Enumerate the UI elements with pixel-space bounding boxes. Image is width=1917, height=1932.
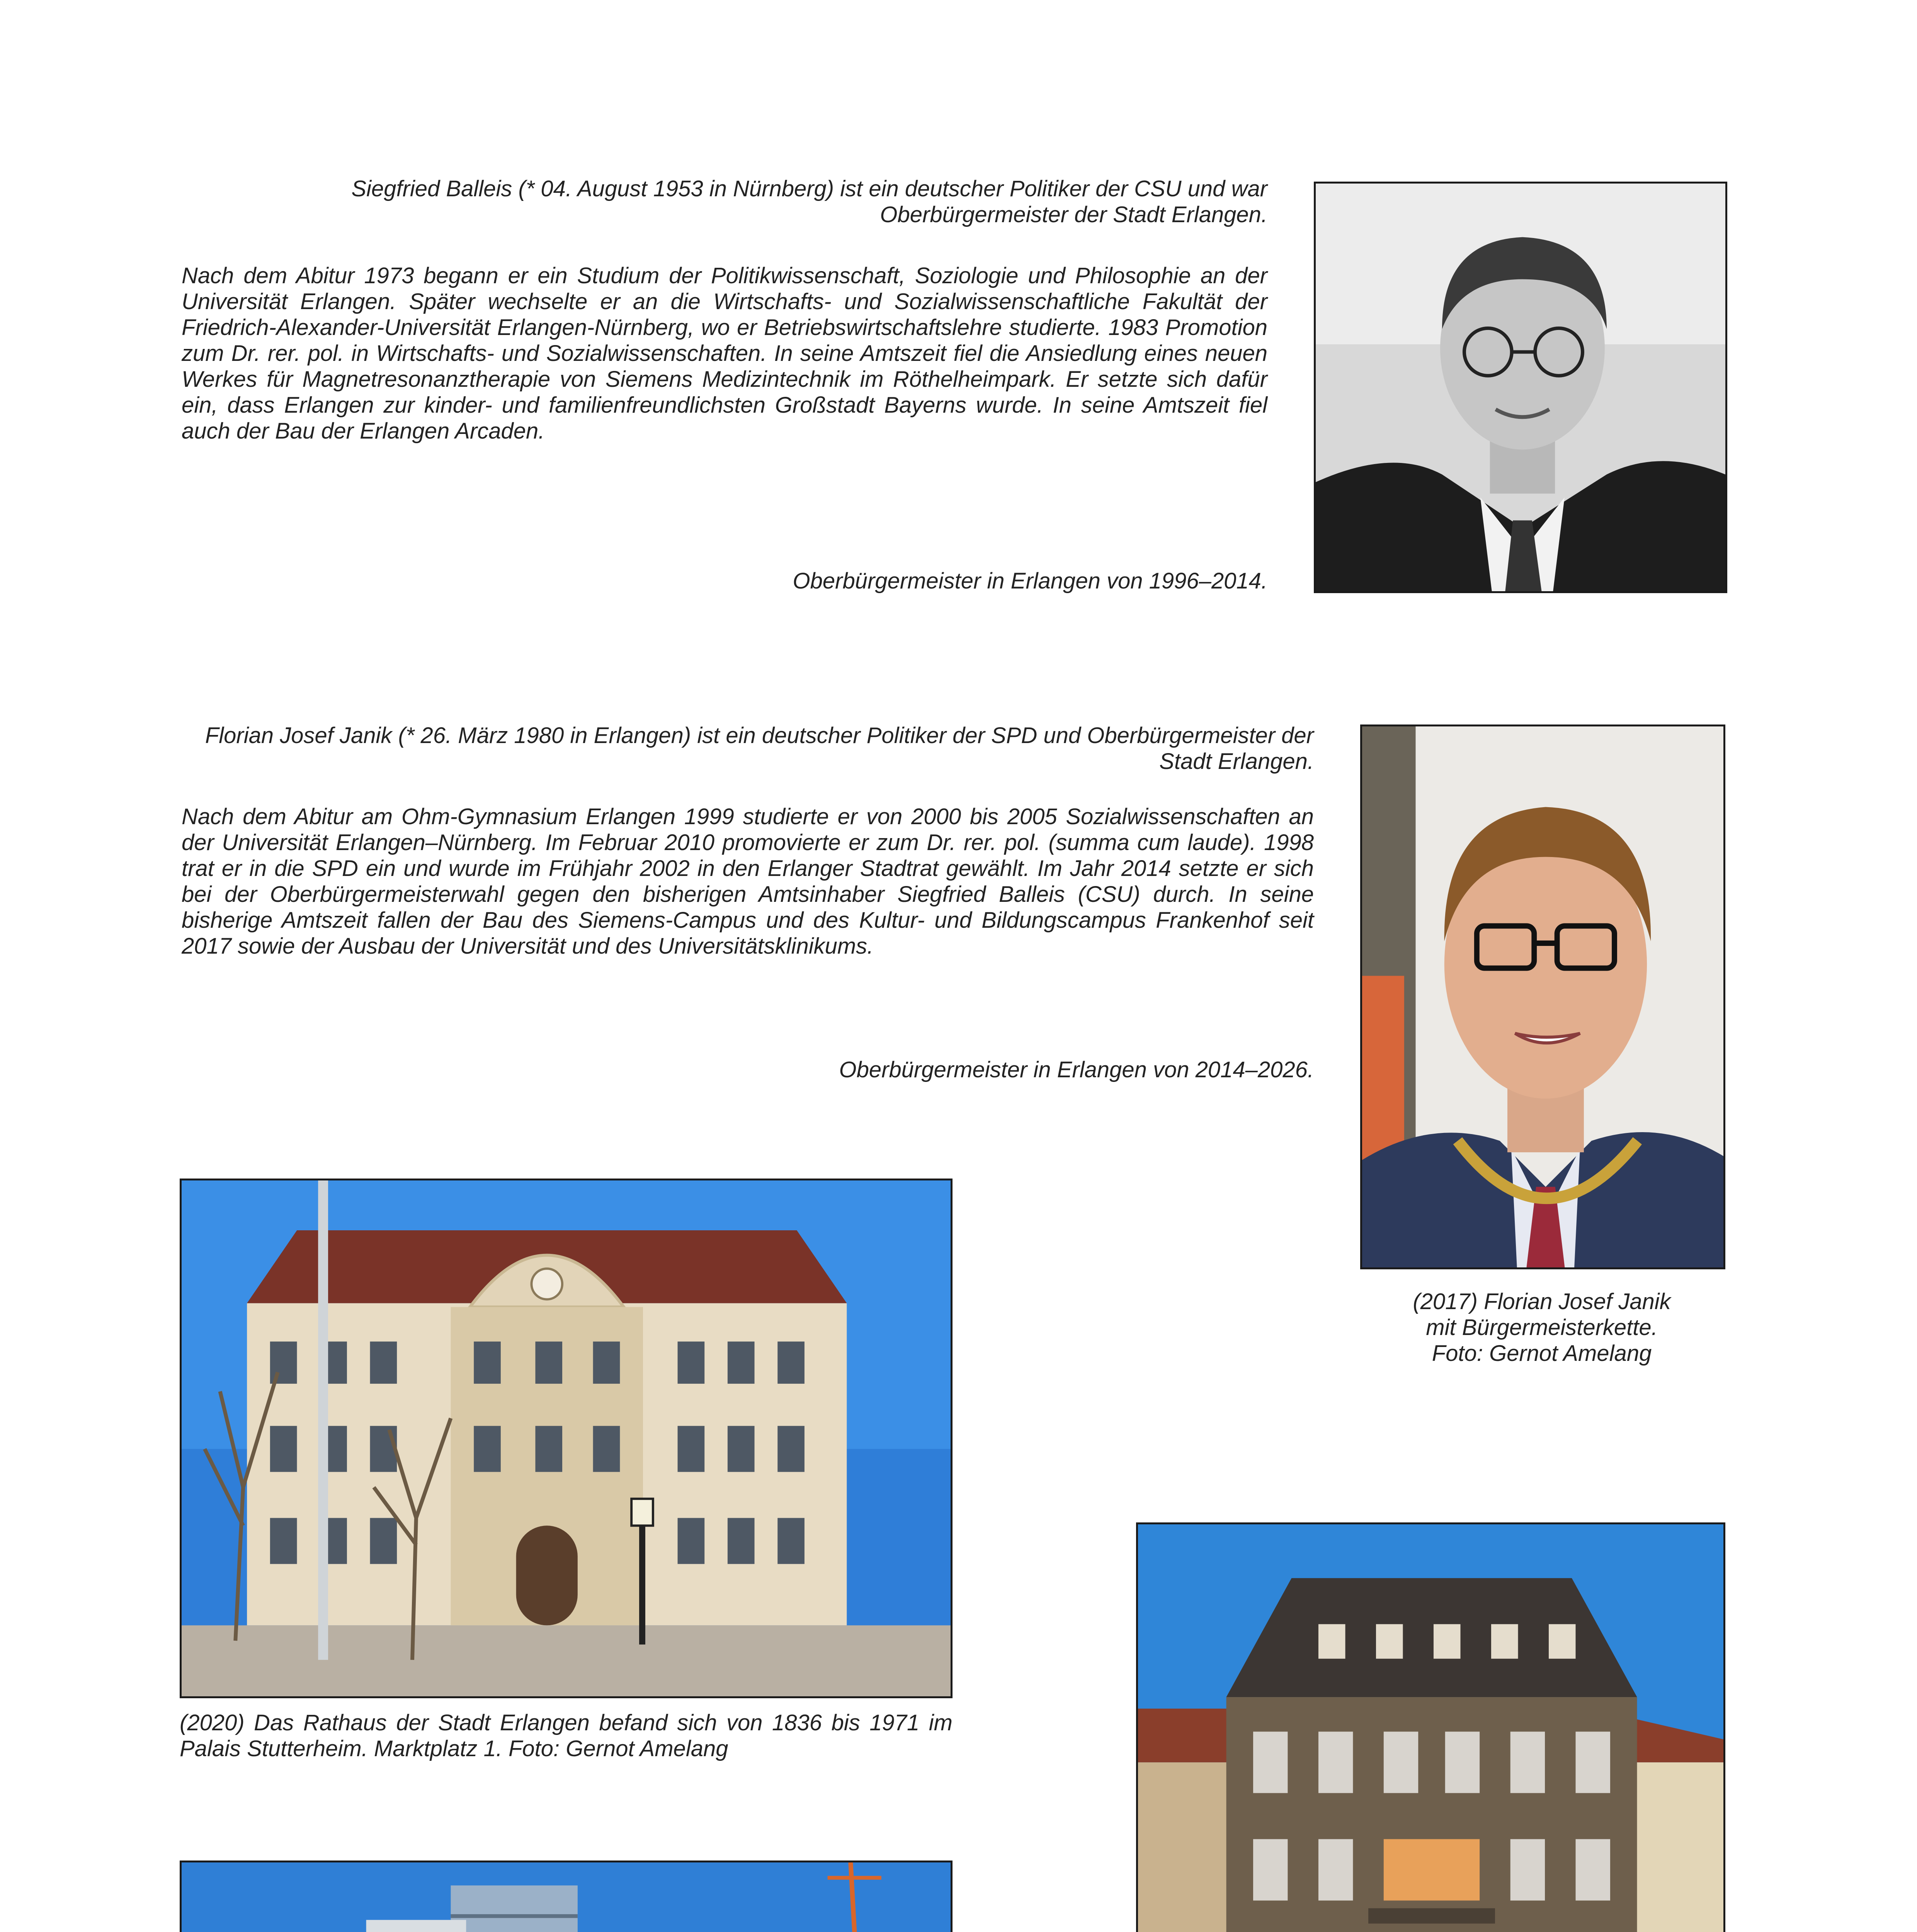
janik-portrait-photo (1360, 724, 1725, 1269)
janik-caption-line1: (2017) Florian Josef Janik (1413, 1289, 1671, 1314)
janik-intro: Florian Josef Janik (* 26. März 1980 in Erlangen) ist ein deutscher Politiker der SPD und Oberbürgermeister der Stadt Erlangen. (205, 723, 1314, 774)
balleis-portrait-photo (1314, 182, 1727, 593)
balleis-bio: Nach dem Abitur 1973 begann er ein Studium der Politikwissenschaft, Soziologie und Philosophie an der Universität Erlangen. Später wechselte er an die Wirtschafts- und Sozialwissenschaftliche Fakultät der Friedrich-Alexander-Universität Erlangen-Nürnberg, wo er Betriebswirtschaftslehre studierte. 1983 Promotion zum Dr. rer. pol. in Wirtschafts- und Sozialwissenschaften. In seine Amtszeit fiel die Ansiedlung eines neuen Werkes für Magnetresonanztherapie von Siemens Medizintechnik im Röthelheimpark. Er setzte sich dafür ein, dass Erlangen zur kinder- und familienfreundlichsten Großstadt Bayerns wurde. In seine Amtszeit fiel auch der Bau der Erlangen Arcaden. (182, 263, 1267, 444)
palais-stutterheim-photo (180, 1179, 953, 1698)
balleis-term: Oberbürgermeister in Erlangen von 1996–2014. (793, 568, 1267, 594)
janik-caption-line2: mit Bürgermeisterkette. (1426, 1315, 1658, 1340)
balleis-intro: Siegfried Balleis (* 04. August 1953 in Nürnberg) ist ein deutscher Politiker der CSU und war Oberbürgermeister der Stadt Erlangen. (351, 176, 1267, 227)
janik-bio: Nach dem Abitur am Ohm-Gymnasium Erlangen 1999 studierte er von 2000 bis 2005 Sozialwissenschaften an der Universität Erlangen–Nürnberg. Im Februar 2010 promovierte er zum Dr. rer. pol. (summa cum laude). 1998 trat er in die SPD ein und wurde im Frühjahr 2002 in den Erlanger Stadtrat gewählt. Im Jahr 2014 setzte er sich bei der Oberbürgermeisterwahl gegen den bisherigen Amtsinhaber Siegfried Balleis (CSU) durch. In seine bisherige Amtszeit fallen der Bau des Siemens-Campus und des Kultur- und Bildungscampus Frankenhof seit 2017 sowie der Ausbau der Universität und des Universitätsklinikums. (182, 804, 1314, 959)
janik-term: Oberbürgermeister in Erlangen von 2014–2026. (839, 1057, 1314, 1082)
janik-caption-line3: Foto: Gernot Amelang (1432, 1341, 1652, 1366)
altstaedter-rathaus-photo (1136, 1522, 1725, 1932)
neues-rathaus-photo (180, 1861, 953, 1932)
palais-caption: (2020) Das Rathaus der Stadt Erlangen befand sich von 1836 bis 1971 im Palais Stutterheim. Marktplatz 1. Foto: Gernot Amelang (180, 1710, 953, 1761)
